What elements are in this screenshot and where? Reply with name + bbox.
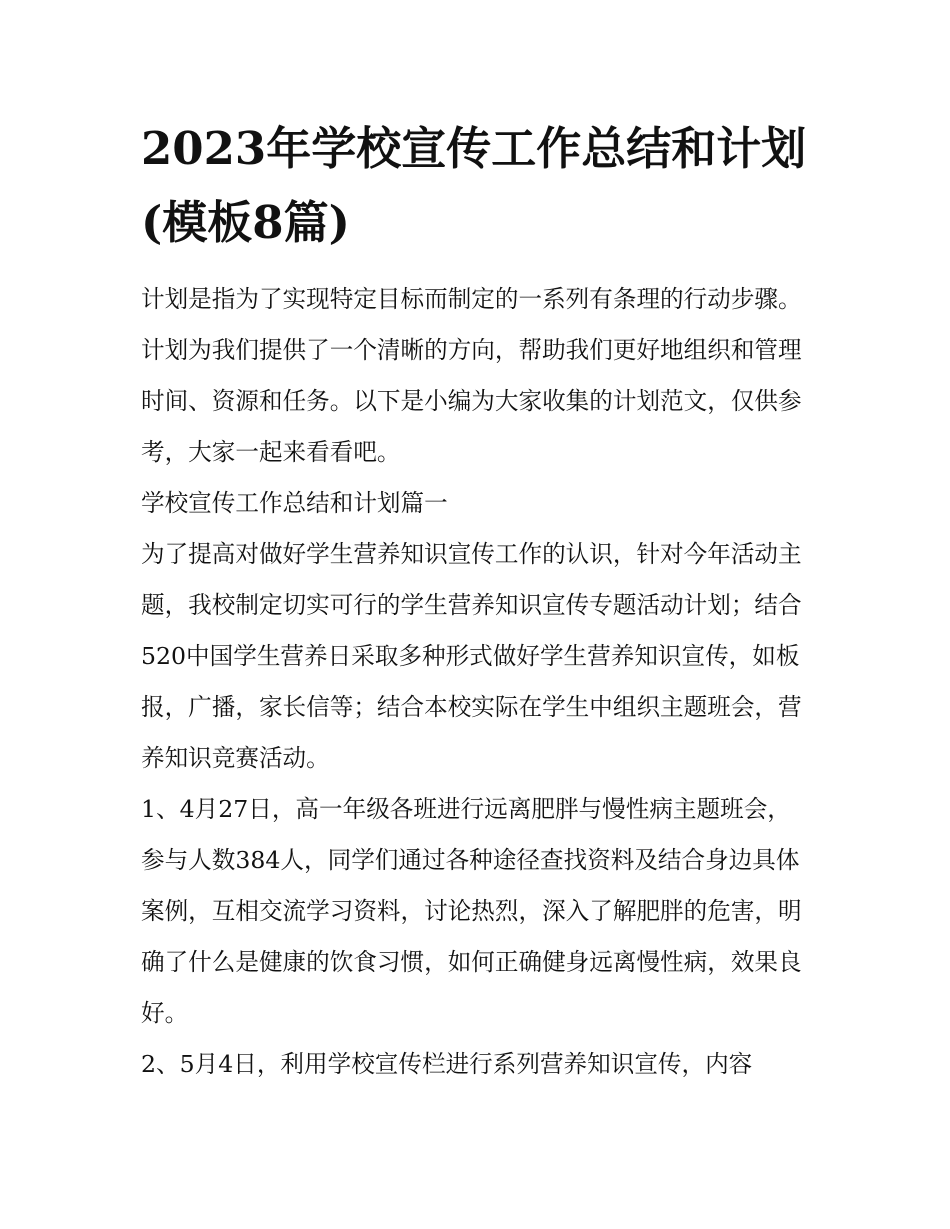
document-page: [141, 112, 813, 1090]
body-paragraph: 为了提高对做好学生营养知识宣传工作的认识，针对今年活动主题，我校制定切实可行的学生营养知识宣传专题活动计划；结合520中国学生营养日采取多种形式做好学生营养知识宣传，如板报，广播，家长信等；结合本校实际在学生中组织主题班会，营养知识竞赛活动。: [141, 540, 802, 772]
document-title: 2023年学校宣传工作总结和计划(模板8篇): [141, 122, 807, 249]
body-paragraph: 2、5月4日，利用学校宣传栏进行系列营养知识宣传，内容: [141, 1050, 753, 1078]
body-paragraph: 1、4月27日，高一年级各班进行远离肥胖与慢性病主题班会，参与人数384人，同学们通过各种途径查找资料及结合身边具体案例，互相交流学习资料，讨论热烈，深入了解肥胖的危害，明确了什么是健康的饮食习惯，如何正确健身远离慢性病，效果良好。: [141, 795, 802, 1027]
section-heading: 学校宣传工作总结和计划篇一: [141, 489, 448, 517]
intro-paragraph: 计划是指为了实现特定目标而制定的一系列有条理的行动步骤。计划为我们提供了一个清晰的方向，帮助我们更好地组织和管理时间、资源和任务。以下是小编为大家收集的计划范文，仅供参考，大家一起来看看吧。: [141, 285, 802, 466]
